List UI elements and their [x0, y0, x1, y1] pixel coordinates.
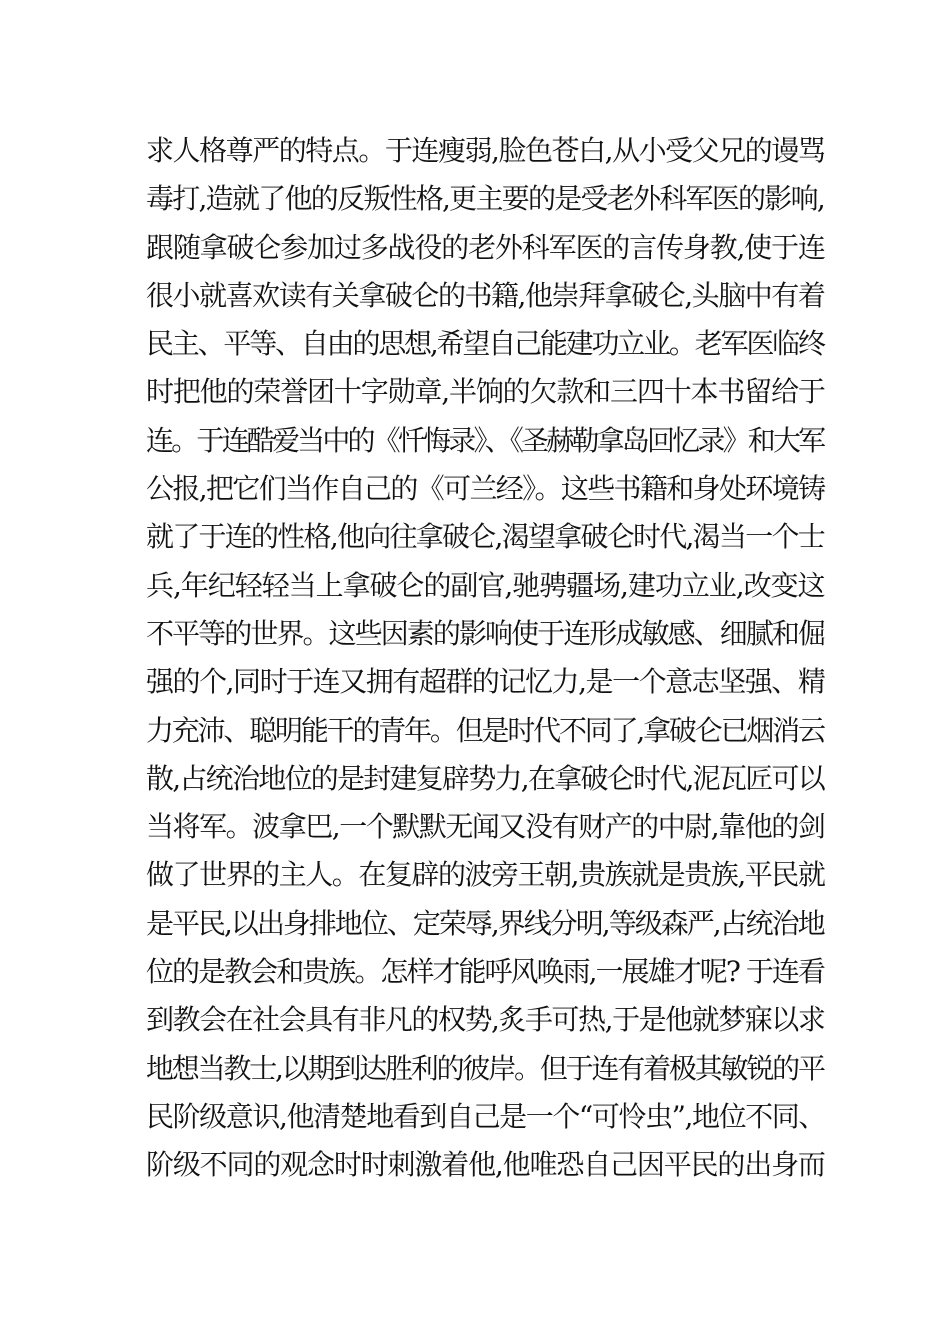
- text-line: 很小就喜欢读有关拿破仑的书籍,他崇拜拿破仑,头脑中有着: [146, 278, 825, 312]
- text-line: 散,占统治地位的是封建复辟势力,在拿破仑时代,泥瓦匠可以: [146, 761, 824, 795]
- text-line: 位的是教会和贵族。怎样才能呼风唤雨,一展雄才呢? 于连看: [146, 955, 824, 989]
- text-line: 跟随拿破仑参加过多战役的老外科军医的言传身教,使于连: [146, 230, 825, 264]
- text-line: 民主、平等、自由的思想,希望自己能建功立业。老军医临终: [146, 327, 824, 361]
- text-line: 不平等的世界。这些因素的影响使于连形成敏感、细腻和倔: [146, 616, 825, 650]
- text-line: 做了世界的主人。在复辟的波旁王朝,贵族就是贵族,平民就: [146, 858, 825, 892]
- text-line: 求人格尊严的特点。于连瘦弱,脸色苍白,从小受父兄的谩骂: [146, 134, 825, 167]
- text-line: 毒打,造就了他的反叛性格,更主要的是受老外科军医的影响,: [146, 182, 824, 216]
- body-text: [146, 127, 826, 1190]
- text-line: 强的个,同时于连又拥有超群的记忆力,是一个意志坚强、精: [146, 665, 825, 699]
- text-line: 公报,把它们当作自己的《可兰经》。这些书籍和身处环境铸: [146, 472, 825, 506]
- text-line: 是平民,以出身排地位、定荣辱,界线分明,等级森严,占统治地: [146, 906, 824, 940]
- text-line: 当将军。波拿巴,一个默默无闻又没有财产的中尉,靠他的剑: [146, 810, 825, 844]
- text-line: 阶级不同的观念时时刺激着他,他唯恐自己因平民的出身而: [146, 1148, 825, 1182]
- text-line: 就了于连的性格,他向往拿破仑,渴望拿破仑时代,渴当一个士: [146, 520, 824, 554]
- text-line: 连。于连酷爱当中的《忏悔录》、《圣赫勒拿岛回忆录》和大军: [146, 423, 824, 457]
- text-line: 时把他的荣誉团十字勋章,半饷的欠款和三四十本书留给于: [146, 375, 825, 409]
- text-line: 民阶级意识,他清楚地看到自己是一个“可怜虫”,地位不同、: [146, 1099, 825, 1133]
- text-line: 到教会在社会具有非凡的权势,炙手可热,于是他就梦寐以求: [146, 1003, 825, 1037]
- text-line: 地想当教士,以期到达胜利的彼岸。但于连有着极其敏锐的平: [146, 1051, 824, 1085]
- text-line: 力充沛、聪明能干的青年。但是时代不同了,拿破仑已烟消云: [146, 713, 824, 747]
- text-line: 兵,年纪轻轻当上拿破仑的副官,驰骋疆场,建功立业,改变这: [146, 568, 825, 602]
